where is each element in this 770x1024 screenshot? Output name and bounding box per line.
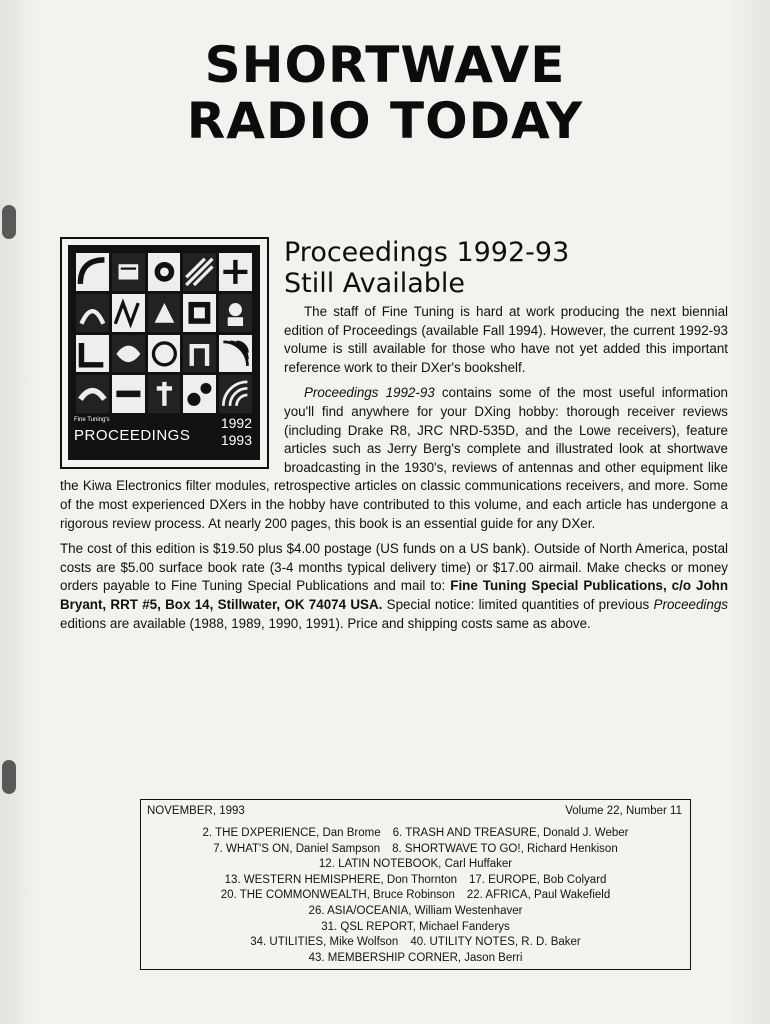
p1-text: The staff of Fine Tuning is hard at work producing the next biennial edition of Proceedings (available Fall 1994). However, the current 1992-93 volume is still available for those who have not yet added this important reference work to their DXer's bookshelf. xyxy=(284,304,728,375)
toc-entry: 7. WHAT'S ON, Daniel Sampson xyxy=(213,842,381,855)
toc-entry: 8. SHORTWAVE TO GO!, Richard Henkison xyxy=(392,842,618,855)
p2-title: Proceedings 1992-93 xyxy=(304,385,435,401)
article-headline xyxy=(284,237,569,299)
toc-entry: 34. UTILITIES, Mike Wolfson xyxy=(250,936,399,949)
headline-line-1: Proceedings 1992-93 xyxy=(284,237,570,268)
cover-tagline: Fine Tuning's xyxy=(74,417,110,423)
toc-line xyxy=(141,904,690,920)
p3-title: Proceedings xyxy=(653,596,728,612)
masthead-line-1: SHORTWAVE xyxy=(204,36,566,94)
toc-entry: 20. THE COMMONWEALTH, Bruce Robinson xyxy=(220,889,455,902)
toc-line xyxy=(141,873,690,889)
toc-entry: 17. EUROPE, Bob Colyard xyxy=(469,873,607,886)
issue-volume: Volume 22, Number 11 xyxy=(565,805,682,817)
toc-entry: 31. QSL REPORT, Michael Fanderys xyxy=(321,920,510,933)
toc-entry: 12. LATIN NOTEBOOK, Carl Huffaker xyxy=(318,858,513,871)
toc-entries xyxy=(141,826,690,966)
toc-line xyxy=(141,920,690,936)
mailing-address: Fine Tuning Special Publications, c/o John Bryant, RRT #5, Box 14, Stillwater, OK 74074 USA. xyxy=(60,578,729,612)
toc-entry: 26. ASIA/OCEANIA, William Westenhaver xyxy=(308,904,523,917)
article-paragraph-3 xyxy=(60,540,728,633)
toc-line xyxy=(141,857,690,873)
binder-hole-mark xyxy=(2,760,16,794)
p2-text: contains some of the most useful information you'll find anywhere for your DXing hobby: thorough receiver reviews (including Drake R8, JRC NRD-535D, and the Lowe receivers), feature articles such as Jerry Berg's complete and illustrated look at shortwave broadcasting in the 1930's, reviews of antennas and other equipment like the Kiwa Electronics filter modules, retrospective articles on classic communications receivers, and more. Some of the most experienced DXers in the hobby have contributed to this volume, and each article has undergone a rigorous review process. At nearly 200 pages, this book is an essential guide for any DXer. xyxy=(60,385,728,531)
toc-line xyxy=(141,951,690,967)
masthead-line-2: RADIO TODAY xyxy=(186,92,584,150)
headline-line-2: Still Available xyxy=(284,268,466,299)
toc-entry: 22. AFRICA, Paul Wakefield xyxy=(466,889,611,902)
table-of-contents xyxy=(140,799,691,970)
toc-entry: 6. TRASH AND TREASURE, Donald J. Weber xyxy=(392,827,629,839)
cover-title: PROCEEDINGS xyxy=(74,427,191,444)
cover-year-bottom: 1993 xyxy=(220,432,252,448)
article-body xyxy=(60,303,728,640)
cover-year-top: 1992 xyxy=(220,415,252,431)
p3-text-c: editions are available (1988, 1989, 1990, 1991). Price and shipping costs same as above. xyxy=(60,615,591,631)
p3-text-b: Special notice: limited quantities of previous xyxy=(382,596,654,612)
toc-entry: 43. MEMBERSHIP CORNER, Jason Berri xyxy=(308,951,523,964)
toc-entry: 13. WESTERN HEMISPHERE, Don Thornton xyxy=(224,873,457,886)
toc-entry: 2. THE DXPERIENCE, Dan Brome xyxy=(202,827,381,839)
p3-text-a: The cost of this edition is $19.50 plus $4.00 postage (US funds on a US bank). Outside of North America, postal costs are $5.00 surface book rate (3-4 months typical delivery time) or $17.00 airmail. Make checks or money orders payable to Fine Tuning Special Publications and mail to: xyxy=(60,541,728,594)
cover-wrap-space xyxy=(60,303,284,473)
issue-date: NOVEMBER, 1993 xyxy=(147,805,245,817)
toc-line xyxy=(141,826,690,842)
toc-entry: 40. UTILITY NOTES, R. D. Baker xyxy=(410,936,581,949)
binder-hole-mark xyxy=(2,205,16,239)
toc-line xyxy=(141,935,690,951)
toc-line xyxy=(141,842,690,858)
toc-line xyxy=(141,888,690,904)
